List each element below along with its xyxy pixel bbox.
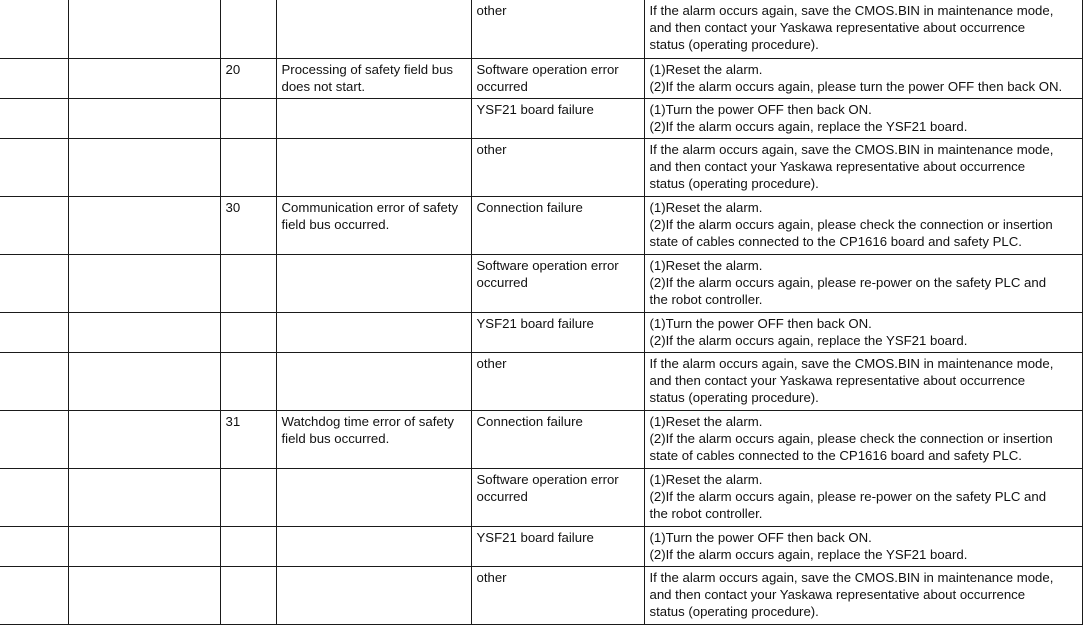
remedy-cell (644, 254, 1082, 312)
remedy-line: If the alarm occurs again, save the CMOS.BIN in maintenance mode, (649, 3, 1054, 18)
remedy-line: (1)Reset the alarm. (649, 257, 763, 273)
cause-line: YSF21 board failure (476, 315, 594, 331)
blank-cell (68, 58, 220, 98)
cause-cell (471, 526, 644, 566)
description-cell (276, 98, 471, 138)
remedy-cell (644, 196, 1082, 254)
remedy-line: (1)Turn the power OFF then back ON. (649, 315, 872, 331)
blank-cell (0, 312, 68, 352)
description-cell (276, 468, 471, 526)
cause-cell (471, 196, 644, 254)
remedy-line: (2)If the alarm occurs again, replace the YSF21 board. (649, 332, 968, 348)
cause-line: Software operation error (476, 61, 619, 77)
remedy-cell (644, 468, 1082, 526)
remedy-line: (1)Turn the power OFF then back ON. (649, 101, 872, 117)
cause-line: other (476, 3, 507, 18)
sub-code-cell (220, 196, 276, 254)
description-line: Communication error of safety (281, 199, 459, 215)
sub-code-cell (220, 98, 276, 138)
cause-cell (471, 98, 644, 138)
remedy-line: the robot controller. (649, 291, 763, 307)
blank-cell (68, 138, 220, 196)
description-cell (276, 196, 471, 254)
cause-cell (471, 58, 644, 98)
remedy-line: and then contact your Yaskawa representative about occurrence (649, 20, 1026, 35)
description-cell (276, 138, 471, 196)
sub-code-cell (220, 312, 276, 352)
remedy-line: status (operating procedure). (649, 37, 819, 52)
blank-cell (0, 352, 68, 410)
description-cell (276, 410, 471, 468)
remedy-line: (1)Reset the alarm. (649, 61, 763, 77)
cause-line: Software operation error (476, 257, 619, 273)
cause-line: YSF21 board failure (476, 101, 594, 117)
sub-code: 31 (225, 413, 241, 429)
blank-cell (0, 526, 68, 566)
remedy-line: (2)If the alarm occurs again, please re-power on the safety PLC and (649, 488, 1047, 504)
table-row (0, 526, 1082, 566)
sub-code-cell (220, 410, 276, 468)
table-row (0, 0, 1082, 58)
remedy-cell (644, 410, 1082, 468)
remedy-line: (1)Turn the power OFF then back ON. (649, 529, 872, 545)
sub-code-cell (220, 566, 276, 624)
cause-cell (471, 312, 644, 352)
remedy-line: state of cables connected to the CP1616 board and safety PLC. (649, 447, 1022, 463)
blank-cell (68, 566, 220, 624)
cause-line: occurred (476, 488, 528, 504)
remedy-cell (644, 526, 1082, 566)
blank-cell (68, 352, 220, 410)
cause-cell (471, 254, 644, 312)
blank-cell (0, 468, 68, 526)
description-cell (276, 352, 471, 410)
table-row (0, 196, 1082, 254)
remedy-cell (644, 352, 1082, 410)
remedy-line: and then contact your Yaskawa representative about occurrence (649, 372, 1026, 388)
table-row (0, 410, 1082, 468)
sub-code-cell (220, 58, 276, 98)
description-cell (276, 254, 471, 312)
remedy-line: and then contact your Yaskawa representative about occurrence (649, 586, 1026, 602)
blank-cell (68, 254, 220, 312)
cause-line: YSF21 board failure (476, 529, 594, 545)
sub-code-cell (220, 254, 276, 312)
table-row (0, 138, 1082, 196)
description-line: Watchdog time error of safety (281, 413, 454, 429)
blank-cell (0, 196, 68, 254)
cause-cell (471, 352, 644, 410)
remedy-line: If the alarm occurs again, save the CMOS.BIN in maintenance mode, (649, 569, 1054, 585)
description-cell (276, 566, 471, 624)
cause-line: other (476, 569, 507, 585)
remedy-line: (1)Reset the alarm. (649, 199, 763, 215)
remedy-line: status (operating procedure). (649, 603, 819, 619)
sub-code-cell (220, 0, 276, 58)
table-row (0, 312, 1082, 352)
table-row (0, 58, 1082, 98)
description-cell (276, 58, 471, 98)
sub-code-cell (220, 468, 276, 526)
remedy-line: (2)If the alarm occurs again, replace the YSF21 board. (649, 118, 968, 134)
blank-cell (0, 58, 68, 98)
blank-cell (0, 254, 68, 312)
description-line: field bus occurred. (281, 430, 390, 446)
description-line: does not start. (281, 78, 366, 94)
cause-cell (471, 0, 644, 58)
sub-code-cell (220, 138, 276, 196)
remedy-line: status (operating procedure). (649, 389, 819, 405)
table-row (0, 468, 1082, 526)
cause-cell (471, 138, 644, 196)
sub-code: 30 (225, 199, 241, 215)
remedy-cell (644, 0, 1082, 58)
sub-code-cell (220, 352, 276, 410)
remedy-line: (1)Reset the alarm. (649, 471, 763, 487)
table-row (0, 98, 1082, 138)
cause-line: occurred (476, 274, 528, 290)
description-line: field bus occurred. (281, 216, 390, 232)
cause-cell (471, 410, 644, 468)
blank-cell (68, 410, 220, 468)
cause-cell (471, 468, 644, 526)
remedy-cell (644, 98, 1082, 138)
cause-line: occurred (476, 78, 528, 94)
remedy-line: (2)If the alarm occurs again, please check the connection or insertion (649, 430, 1053, 446)
blank-cell (68, 98, 220, 138)
table-row (0, 254, 1082, 312)
table-row (0, 352, 1082, 410)
remedy-line: If the alarm occurs again, save the CMOS.BIN in maintenance mode, (649, 141, 1054, 157)
blank-cell (0, 98, 68, 138)
remedy-line: and then contact your Yaskawa representative about occurrence (649, 158, 1026, 174)
cause-line: Software operation error (476, 471, 619, 487)
remedy-line: the robot controller. (649, 505, 763, 521)
remedy-line: (2)If the alarm occurs again, please turn the power OFF then back ON. (649, 78, 1063, 94)
sub-code-cell (220, 526, 276, 566)
cause-line: other (476, 141, 507, 157)
cause-line: Connection failure (476, 413, 583, 429)
blank-cell (0, 566, 68, 624)
remedy-line: If the alarm occurs again, save the CMOS.BIN in maintenance mode, (649, 355, 1054, 371)
blank-cell (0, 0, 68, 58)
description-cell (276, 312, 471, 352)
remedy-cell (644, 138, 1082, 196)
sub-code: 20 (225, 61, 241, 77)
description-cell (276, 0, 471, 58)
remedy-line: (2)If the alarm occurs again, please check the connection or insertion (649, 216, 1053, 232)
remedy-line: state of cables connected to the CP1616 board and safety PLC. (649, 233, 1022, 249)
blank-cell (68, 526, 220, 566)
blank-cell (68, 312, 220, 352)
remedy-cell (644, 58, 1082, 98)
remedy-line: (2)If the alarm occurs again, please re-power on the safety PLC and (649, 274, 1047, 290)
cause-line: other (476, 355, 507, 371)
remedy-line: (1)Reset the alarm. (649, 413, 763, 429)
description-line: Processing of safety field bus (281, 61, 454, 77)
remedy-line: status (operating procedure). (649, 175, 819, 191)
remedy-cell (644, 312, 1082, 352)
blank-cell (68, 0, 220, 58)
description-cell (276, 526, 471, 566)
blank-cell (0, 138, 68, 196)
cause-cell (471, 566, 644, 624)
blank-cell (68, 196, 220, 254)
blank-cell (0, 410, 68, 468)
remedy-line: (2)If the alarm occurs again, replace the YSF21 board. (649, 546, 968, 562)
cause-line: Connection failure (476, 199, 583, 215)
blank-cell (68, 468, 220, 526)
table-row (0, 566, 1082, 624)
remedy-cell (644, 566, 1082, 624)
